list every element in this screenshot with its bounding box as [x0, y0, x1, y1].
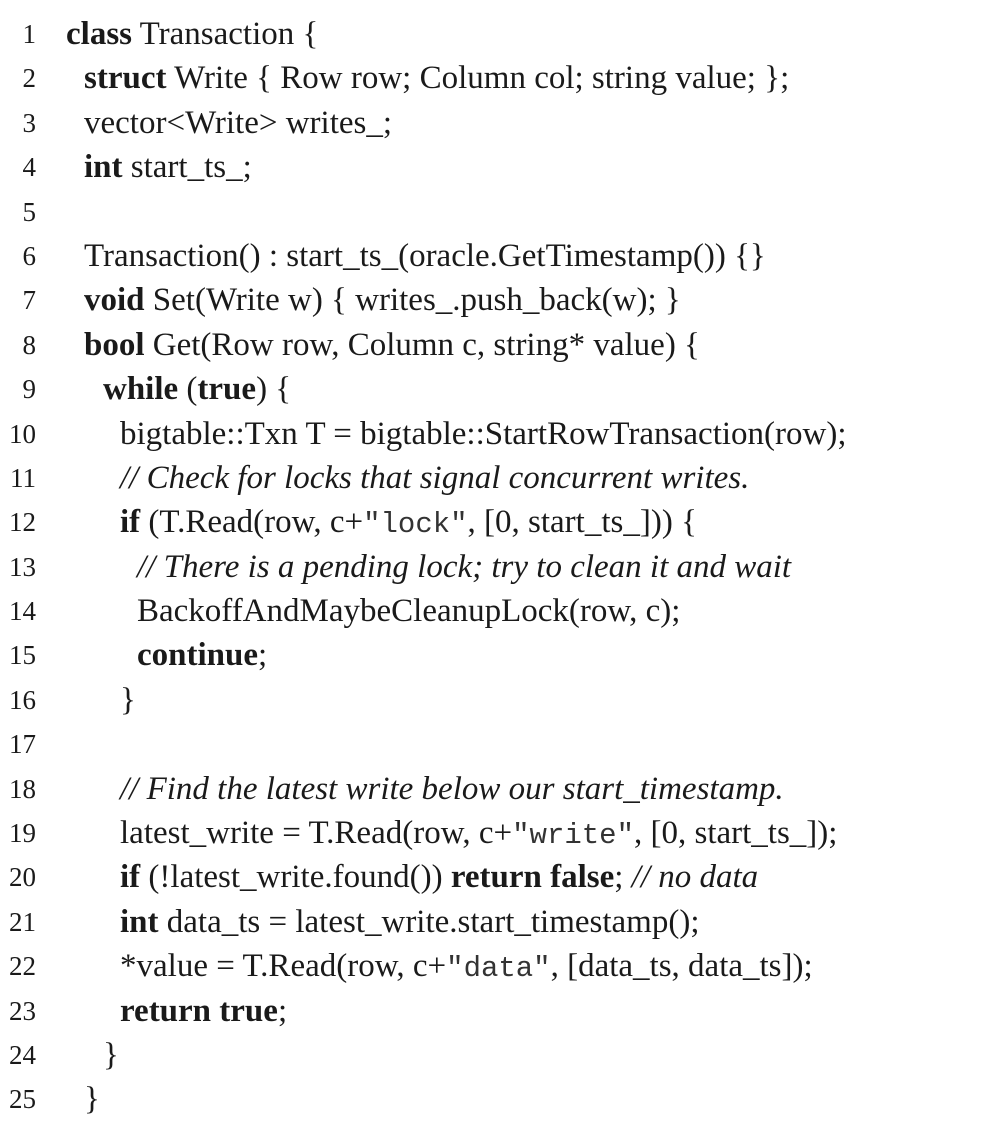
code-token: data_ts = latest_write.start_timestamp();	[158, 903, 700, 940]
code-text	[120, 678, 136, 722]
code-token: , [data_ts, data_ts]);	[550, 948, 813, 985]
code-token: }	[120, 681, 136, 718]
line-number: 24	[9, 1039, 36, 1070]
code-line	[0, 456, 1000, 500]
keyword: int	[84, 149, 123, 186]
code-line	[0, 12, 1000, 56]
code-text	[84, 101, 392, 145]
code-line	[0, 1077, 1000, 1121]
code-token: vector<Write> writes_;	[84, 104, 393, 141]
line-number: 7	[22, 285, 36, 316]
code-line	[0, 767, 1000, 811]
code-text	[66, 12, 318, 56]
line-number: 9	[22, 374, 36, 405]
comment: // no data	[631, 859, 759, 896]
code-text	[120, 855, 758, 899]
code-line	[0, 1033, 1000, 1077]
code-line	[0, 989, 1000, 1033]
code-token: ;	[614, 859, 632, 896]
code-line	[0, 900, 1000, 944]
code-text	[84, 1077, 100, 1121]
code-text	[137, 633, 267, 677]
keyword: true	[197, 371, 257, 408]
keyword: int	[120, 903, 159, 940]
code-text	[120, 500, 697, 547]
line-number: 22	[9, 951, 36, 982]
code-token: }	[103, 1036, 119, 1073]
code-line	[0, 633, 1000, 677]
code-token: Get(Row row, Column c, string* value) {	[144, 326, 700, 363]
code-token: *value = T.Read(row, c+	[120, 948, 447, 985]
code-token: Write { Row row; Column col; string value; };	[166, 60, 790, 97]
comment: // Check for locks that signal concurrent writes.	[120, 459, 750, 496]
code-line	[0, 145, 1000, 189]
code-token: (!latest_write.found())	[140, 859, 451, 896]
code-text	[84, 56, 789, 100]
code-line	[0, 855, 1000, 899]
code-token: ;	[258, 637, 268, 674]
code-line	[0, 367, 1000, 411]
string-literal: "write"	[512, 819, 634, 853]
string-literal: "data"	[446, 952, 551, 986]
code-text	[103, 1033, 119, 1077]
line-number: 25	[9, 1084, 36, 1115]
code-line	[0, 234, 1000, 278]
string-literal: "lock"	[363, 508, 468, 542]
code-line	[0, 500, 1000, 544]
line-number: 18	[9, 773, 36, 804]
keyword: bool	[84, 326, 145, 363]
code-text	[120, 412, 847, 456]
keyword: return false	[450, 859, 615, 896]
code-token: , [0, start_ts_])) {	[467, 504, 697, 541]
keyword: struct	[84, 60, 167, 97]
line-number: 6	[22, 240, 36, 271]
code-line	[0, 412, 1000, 456]
line-number: 19	[9, 818, 36, 849]
keyword: while	[103, 371, 179, 408]
code-token: ;	[277, 992, 288, 1029]
line-number: 14	[9, 596, 36, 627]
code-token: (T.Read(row, c+	[140, 504, 364, 541]
code-token: Set(Write w) { writes_.push_back(w); }	[144, 282, 681, 319]
code-line	[0, 589, 1000, 633]
code-text	[120, 811, 837, 858]
line-number: 21	[9, 906, 36, 937]
code-line	[0, 722, 1000, 766]
code-line	[0, 944, 1000, 988]
code-line	[0, 101, 1000, 145]
code-line	[0, 190, 1000, 234]
line-number: 3	[22, 107, 36, 138]
line-number: 1	[22, 19, 36, 49]
comment: // Find the latest write below our start_timestamp.	[120, 770, 784, 807]
code-text	[120, 456, 749, 500]
code-text	[84, 234, 766, 278]
code-token: Transaction {	[132, 16, 319, 52]
line-number: 20	[9, 862, 36, 893]
keyword: if	[120, 504, 141, 541]
code-line	[0, 678, 1000, 722]
code-token: }	[84, 1081, 100, 1118]
code-text	[84, 145, 252, 189]
keyword: class	[66, 16, 132, 52]
keyword: return true	[120, 992, 278, 1029]
line-number: 10	[9, 418, 36, 449]
line-number: 13	[9, 551, 36, 582]
line-number: 2	[22, 63, 36, 94]
code-text	[120, 944, 813, 991]
comment: // There is a pending lock; try to clean it and wait	[137, 548, 792, 585]
code-text	[120, 767, 784, 811]
code-text	[137, 589, 680, 633]
code-token: (	[178, 371, 198, 408]
code-text	[120, 900, 700, 944]
code-text	[84, 278, 681, 322]
line-number: 17	[9, 729, 36, 760]
keyword: if	[120, 859, 141, 896]
code-token: Transaction() : start_ts_(oracle.GetTimestamp()) {}	[84, 237, 766, 274]
code-text	[137, 545, 791, 589]
line-number: 11	[10, 462, 36, 493]
code-line	[0, 278, 1000, 322]
line-number: 23	[9, 995, 36, 1026]
code-text	[84, 323, 700, 367]
line-number: 8	[22, 329, 36, 360]
code-line	[0, 56, 1000, 100]
code-token: BackoffAndMaybeCleanupLock(row, c);	[137, 593, 681, 630]
code-token: , [0, start_ts_]);	[633, 815, 838, 852]
keyword: void	[84, 282, 145, 319]
code-token: bigtable::Txn T = bigtable::StartRowTransaction(row);	[120, 415, 847, 452]
code-line	[0, 323, 1000, 367]
code-listing	[0, 12, 1000, 1122]
code-line	[0, 545, 1000, 589]
code-token: ) {	[256, 371, 292, 408]
line-number: 5	[22, 196, 36, 227]
line-number: 4	[22, 152, 36, 183]
code-text	[103, 367, 291, 411]
code-text	[120, 989, 287, 1033]
line-number: 15	[9, 640, 36, 671]
code-token: latest_write = T.Read(row, c+	[120, 815, 513, 852]
line-number: 12	[9, 507, 36, 538]
code-token: start_ts_;	[122, 149, 252, 186]
code-line	[0, 811, 1000, 855]
line-number: 16	[9, 684, 36, 715]
keyword: continue	[137, 637, 259, 674]
